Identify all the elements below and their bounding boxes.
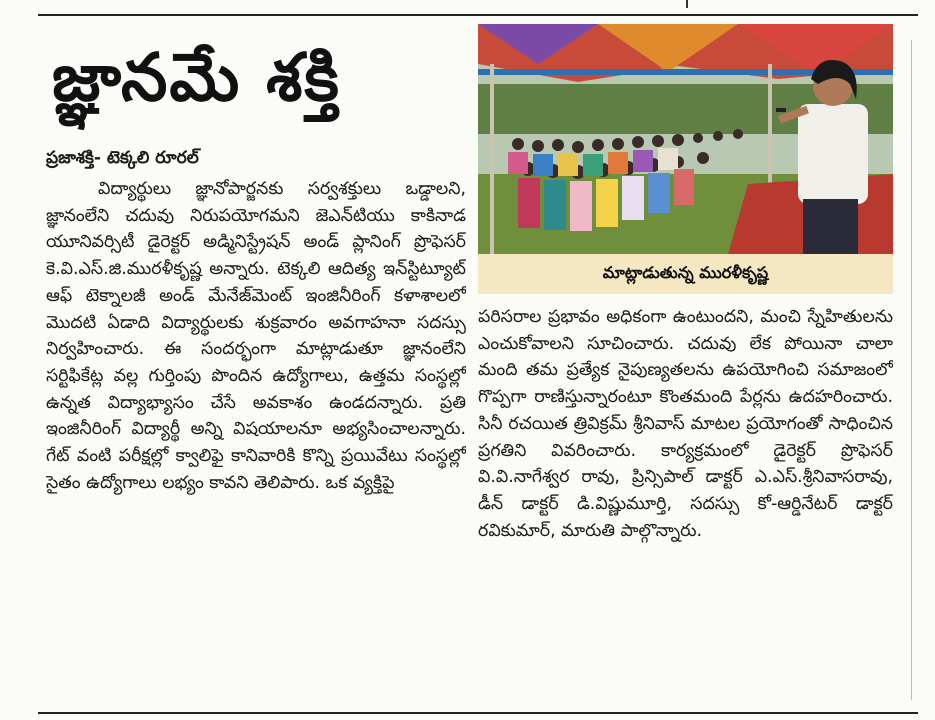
page-tick-mark (686, 0, 688, 8)
article-column-1: విద్యార్థులు జ్ఞానోపార్జనకు సర్వశక్తులు ఒడ్డాలని, జ్ఞానంలేని చదువు నిరుపయోగమని జెఎన్‌టియు కాకినాడ యూనివర్సిటీ డైరెక్టర్ అడ్మినిస్ట్రేషన్ అండ్ ప్లానింగ్ ప్రొఫెసర్ కె.వి.ఎస్.జి.మురళీకృష్ణ అన్నారు. టెక్కలి ఆదిత్య ఇన్‌స్టిట్యూట్ ఆఫ్ టెక్నాలజీ అండ్ మేనేజ్‌మెంట్ ఇంజినీరింగ్ కళాశాలలో మొదటి ఏడాది విద్యార్థులకు శుక్రవారం అవగాహనా సదస్సు నిర్వహించారు. ఈ సందర్భంగా మాట్లాడుతూ జ్ఞానంలేని సర్టిఫికేట్ల వల్ల గుర్తింపు పొందిన ఉద్యోగాలు, ఉత్తమ సంస్థల్లో ఉన్నత విద్యాభ్యాసం చేసే అవకాశం ఉండదన్నారు. ప్రతి ఇంజినీరింగ్ విద్యార్థీ అన్ని విషయాలనూ అభ్యసించాలన్నారు. గేట్ వంటి పరీక్షల్లో క్వాలిఫై కానివారికి కొన్ని ప్రయివేటు సంస్థల్లో సైతం ఉద్యోగాలు లభ్యం కావని తెలిపారు. ఒక వ్యక్తిపై (46, 179, 466, 493)
article-column-2: పరిసరాల ప్రభావం అధికంగా ఉంటుందని, మంచి స్నేహితులను ఎంచుకోవాలని సూచించారు. చదువు లేక పోయినా చాలా మంది తమ ప్రత్యేక నైపుణ్యతలను ఉపయోగించి సమాజంలో గొప్పగా రాణిస్తున్నారంటూ కొంతమంది పేర్లను ఉదహరించారు. సినీ రచయిత త్రివిక్రమ్ శ్రీనివాస్ మాటల ప్రయోగంతో సాధించిన ప్రగతిని వివరించారు. కార్యక్రమంలో డైరెక్టర్ ప్రొఫెసర్ వి.వి.నాగేశ్వర రావు, ప్రిన్సిపాల్ డాక్టర్ ఎ.ఎస్.శ్రీనివాసరావు, డీన్ డాక్టర్ డి.విష్ణుమూర్తి, సదస్సు కో-ఆర్డినేటర్ డాక్టర్ రవికుమార్, మారుతి పాల్గొన్నారు. (478, 307, 893, 541)
bottom-rule (38, 712, 918, 714)
page-edge-line (911, 40, 912, 700)
top-rule (38, 14, 918, 16)
photo-caption: మాట్లాడుతున్న మురళీకృష్ణ (602, 262, 769, 282)
dateline: ప్రజాశక్తి- టెక్కలి రూరల్ (46, 148, 199, 168)
news-photo (478, 24, 893, 254)
photo-caption-box (478, 254, 893, 294)
headline: జ్ఞానమే శక్తి (52, 39, 341, 116)
